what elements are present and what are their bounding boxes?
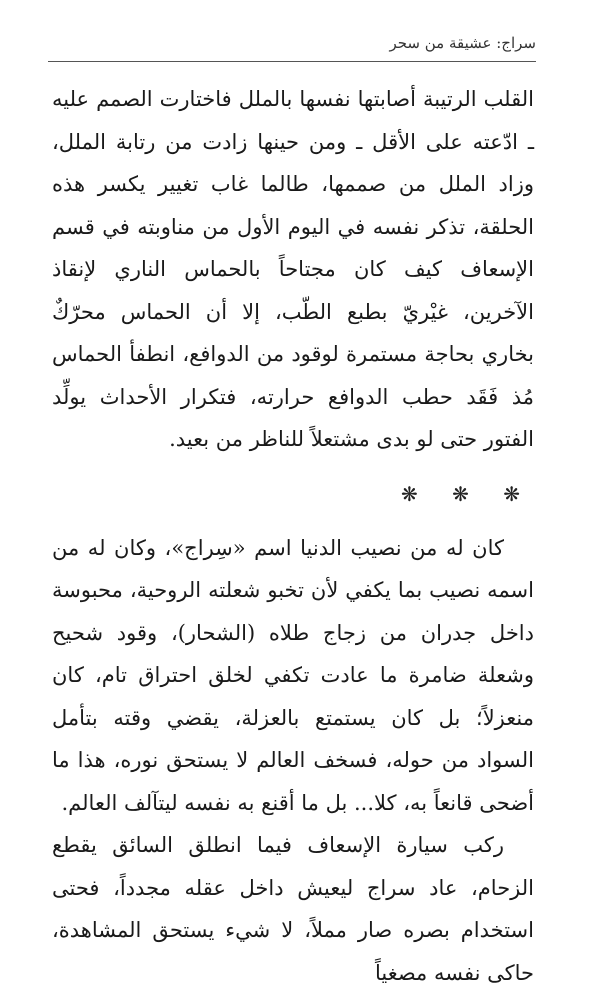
page-body [52,78,534,994]
paragraph: ركب سيارة الإسعاف فيما انطلق السائق يقطع الزحام، عاد سراج ليعيش داخل عقله مجدداً، فحتى استخدام بصره صار مملاً، لا شيء يستحق المشاهدة، حاكى نفسه مصغياً [52,833,534,985]
running-header: سراج: عشيقة من سحر [389,34,536,52]
paragraph: القلب الرتيبة أصابتها نفسها بالملل فاختارت الصمم عليه ـ ادّعته على الأقل ـ ومن حينها زادت من رتابة الملل، وزاد الملل من صممها، طالما غاب تغيير يكسر هذه الحلقة، تذكر نفسه في اليوم الأول من مناوبته في قسم الإسعاف كيف كان مجتاحاً بالحماس الناري لإنقاذ الآخرين، غيْريّ بطبع الطّب، إلا أن الحماس محرّكٌ بخاري بحاجة مستمرة لوقود من الدوافع، انطفأ الحماس مُذ فَقَد حطب الدوافع حرارته، فتكرار الأحداث يولِّد الفتور حتى لو بدى مشتعلاً للناظر من بعيد. [52,87,534,451]
paragraph: كان له من نصيب الدنيا اسم «سِراج»، وكان له من اسمه نصيب بما يكفي لأن تخبو شعلته الروحية، محبوسة داخل جدران من زجاج طلاه (الشحار)، وقود شحيح وشعلة ضامرة ما عادت تكفي لخلق احتراق تام، كان منعزلاً؛ بل كان يستمتع بالعزلة، يقضي وقته بتأمل السواد من حوله، فسخف العالم لا يستحق نوره، هذا ما أضحى قانعاً به، كلا... بل ما أقنع به نفسه ليتآلف العالم. [52,535,534,815]
header-divider [48,61,536,62]
section-break-ornament: ❋ ❋ ❋ [401,481,534,506]
